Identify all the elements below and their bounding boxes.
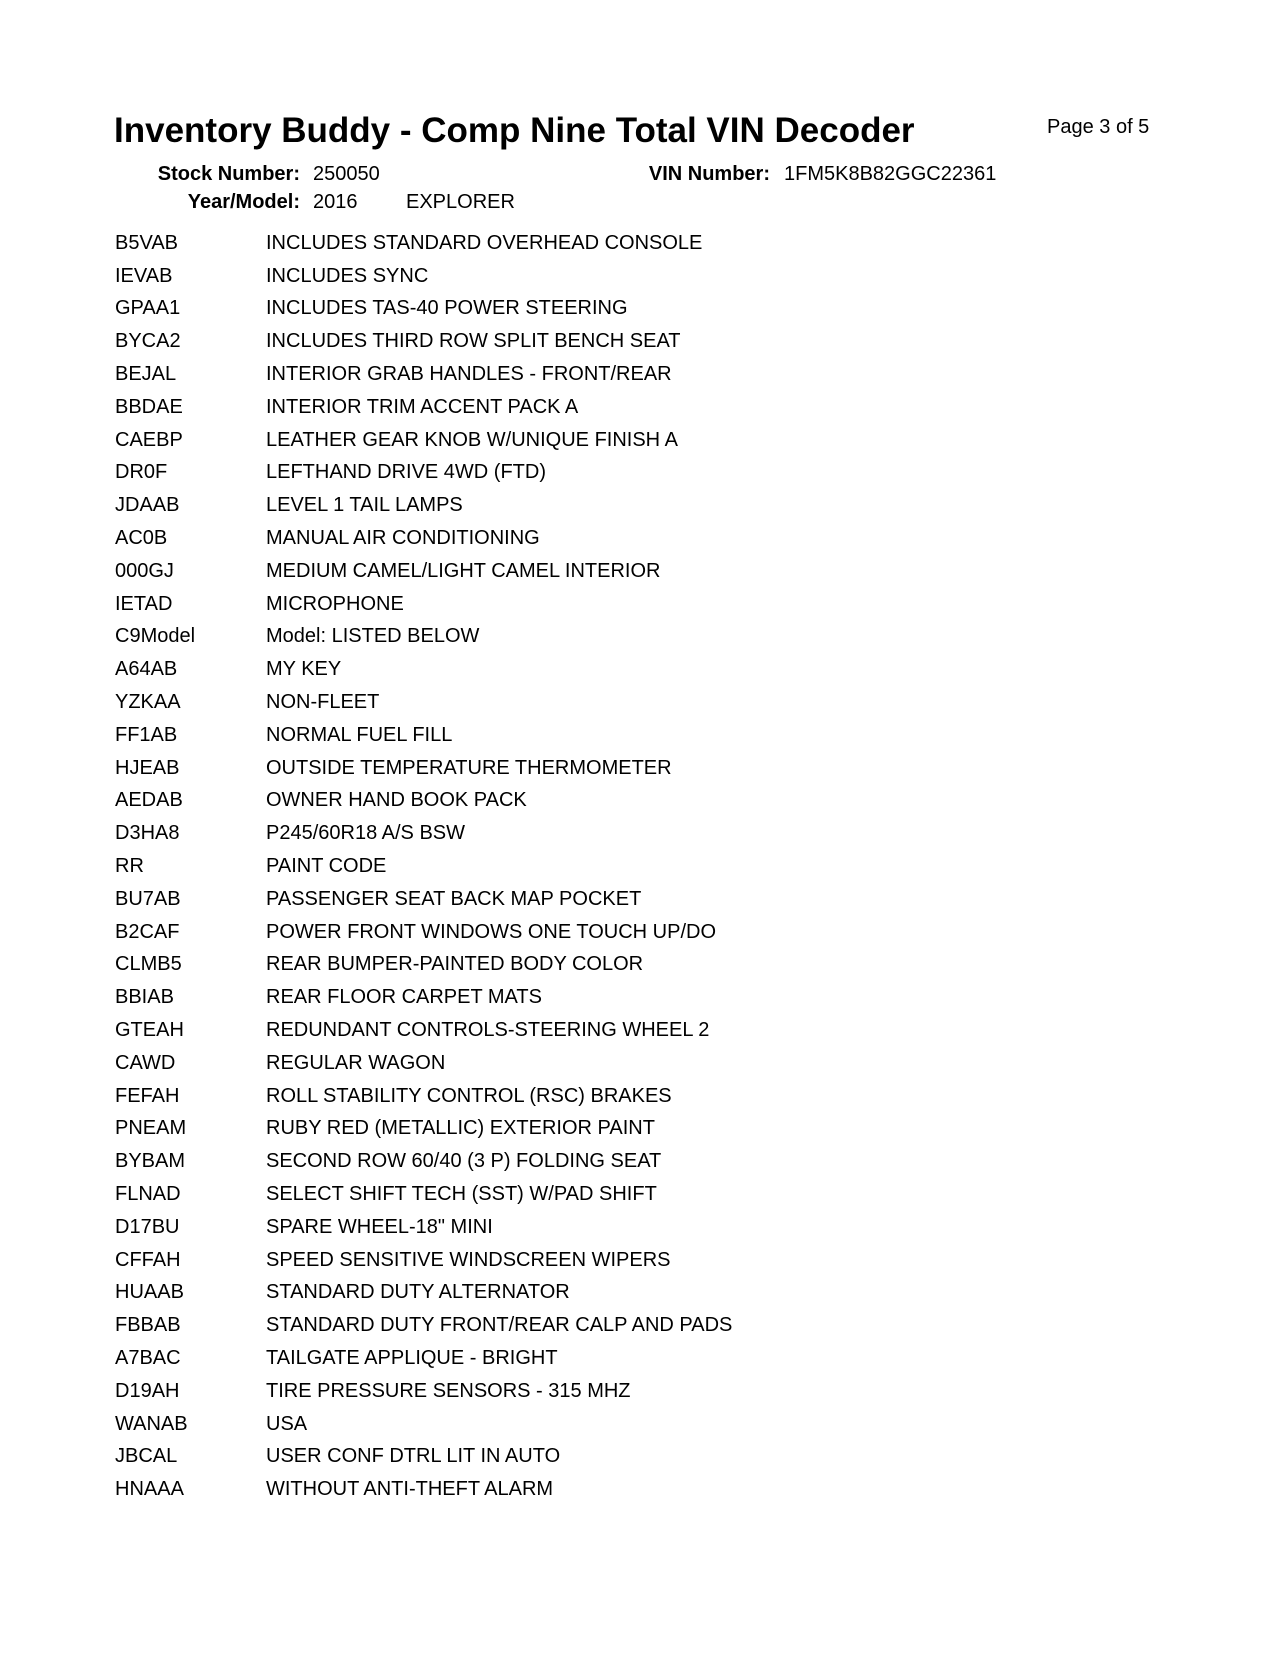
option-row bbox=[115, 358, 1115, 391]
option-code: CAWD bbox=[115, 1051, 176, 1074]
option-code: AEDAB bbox=[115, 789, 183, 812]
option-description: ROLL STABILITY CONTROL (RSC) BRAKES bbox=[266, 1084, 672, 1107]
option-row bbox=[115, 883, 1115, 916]
option-description: WITHOUT ANTI-THEFT ALARM bbox=[266, 1478, 554, 1501]
option-row bbox=[115, 1375, 1115, 1408]
option-description: INCLUDES THIRD ROW SPLIT BENCH SEAT bbox=[266, 330, 681, 353]
option-code: HJEAB bbox=[115, 756, 180, 779]
option-description: INCLUDES TAS-40 POWER STEERING bbox=[266, 297, 628, 320]
option-row bbox=[115, 1211, 1115, 1244]
vin-number-label: VIN Number: bbox=[648, 163, 770, 185]
option-code: FBBAB bbox=[115, 1314, 181, 1337]
option-description: REAR BUMPER-PAINTED BODY COLOR bbox=[266, 953, 644, 976]
option-code: JDAAB bbox=[115, 494, 180, 517]
option-row bbox=[115, 227, 1115, 260]
option-row bbox=[115, 1178, 1115, 1211]
option-code: RR bbox=[115, 855, 144, 878]
option-code: AC0B bbox=[115, 527, 168, 550]
option-code: GPAA1 bbox=[115, 297, 181, 320]
option-description: RUBY RED (METALLIC) EXTERIOR PAINT bbox=[266, 1117, 655, 1140]
option-description: NORMAL FUEL FILL bbox=[266, 723, 453, 746]
option-code: GTEAH bbox=[115, 1019, 184, 1042]
option-description: REDUNDANT CONTROLS-STEERING WHEEL 2 bbox=[266, 1019, 710, 1042]
option-code: JBCAL bbox=[115, 1445, 178, 1468]
option-row bbox=[115, 391, 1115, 424]
option-description: LEVEL 1 TAIL LAMPS bbox=[266, 494, 463, 517]
option-code: BYBAM bbox=[115, 1150, 186, 1173]
page-number: Page 3 of 5 bbox=[1047, 116, 1150, 138]
option-description: INTERIOR TRIM ACCENT PACK A bbox=[266, 395, 579, 418]
option-description: SPARE WHEEL-18" MINI bbox=[266, 1215, 493, 1238]
option-code: A64AB bbox=[115, 658, 178, 681]
option-row bbox=[115, 1244, 1115, 1277]
option-row bbox=[115, 325, 1115, 358]
option-description: STANDARD DUTY FRONT/REAR CALP AND PADS bbox=[266, 1314, 733, 1337]
option-description: P245/60R18 A/S BSW bbox=[266, 822, 466, 845]
option-row bbox=[115, 1080, 1115, 1113]
option-description: OUTSIDE TEMPERATURE THERMOMETER bbox=[266, 756, 672, 779]
year-model-label: Year/Model: bbox=[187, 191, 300, 213]
option-code: D17BU bbox=[115, 1215, 180, 1238]
option-code: FEFAH bbox=[115, 1084, 180, 1107]
option-row bbox=[115, 1473, 1115, 1506]
option-row bbox=[115, 621, 1115, 654]
option-description: PAINT CODE bbox=[266, 855, 387, 878]
option-code: CFFAH bbox=[115, 1248, 181, 1271]
option-code: IETAD bbox=[115, 592, 173, 615]
option-description: TIRE PRESSURE SENSORS - 315 MHZ bbox=[266, 1379, 631, 1402]
option-description: MICROPHONE bbox=[266, 592, 404, 615]
option-row bbox=[115, 785, 1115, 818]
option-description: SPEED SENSITIVE WINDSCREEN WIPERS bbox=[266, 1248, 671, 1271]
option-code: D3HA8 bbox=[115, 822, 180, 845]
option-code: WANAB bbox=[115, 1412, 188, 1435]
option-description: USA bbox=[266, 1412, 308, 1435]
option-row bbox=[115, 457, 1115, 490]
option-code: HNAAA bbox=[115, 1478, 184, 1501]
option-code: D19AH bbox=[115, 1379, 180, 1402]
option-row bbox=[115, 1342, 1115, 1375]
option-description: PASSENGER SEAT BACK MAP POCKET bbox=[266, 887, 642, 910]
option-description: SELECT SHIFT TECH (SST) W/PAD SHIFT bbox=[266, 1183, 657, 1205]
option-code: FF1AB bbox=[115, 723, 178, 746]
option-code: B2CAF bbox=[115, 920, 180, 943]
option-description: REAR FLOOR CARPET MATS bbox=[266, 986, 542, 1009]
option-description: OWNER HAND BOOK PACK bbox=[266, 789, 527, 812]
option-row bbox=[115, 686, 1115, 719]
option-description: TAILGATE APPLIQUE - BRIGHT bbox=[266, 1346, 558, 1369]
option-row bbox=[115, 1014, 1115, 1047]
option-description: INCLUDES STANDARD OVERHEAD CONSOLE bbox=[266, 231, 703, 254]
option-row bbox=[115, 588, 1115, 621]
option-row bbox=[115, 850, 1115, 883]
option-row bbox=[115, 522, 1115, 555]
option-code: FLNAD bbox=[115, 1183, 181, 1205]
option-code: A7BAC bbox=[115, 1346, 181, 1369]
option-row bbox=[115, 1408, 1115, 1441]
option-row bbox=[115, 260, 1115, 293]
option-row bbox=[115, 293, 1115, 326]
option-row bbox=[115, 817, 1115, 850]
option-row bbox=[115, 489, 1115, 522]
option-row bbox=[115, 1309, 1115, 1342]
option-code: IEVAB bbox=[115, 264, 173, 287]
option-description: POWER FRONT WINDOWS ONE TOUCH UP/DO bbox=[266, 920, 717, 943]
stock-number-value: 250050 bbox=[313, 163, 380, 185]
option-code: BU7AB bbox=[115, 887, 181, 910]
option-description: INTERIOR GRAB HANDLES - FRONT/REAR bbox=[266, 363, 672, 386]
option-description: INCLUDES SYNC bbox=[266, 264, 429, 287]
option-code: BYCA2 bbox=[115, 330, 181, 353]
option-row bbox=[115, 424, 1115, 457]
option-description: USER CONF DTRL LIT IN AUTO bbox=[266, 1445, 561, 1468]
option-row bbox=[115, 1277, 1115, 1310]
option-description: SECOND ROW 60/40 (3 P) FOLDING SEAT bbox=[266, 1150, 662, 1173]
option-description: MEDIUM CAMEL/LIGHT CAMEL INTERIOR bbox=[266, 559, 661, 582]
option-row bbox=[115, 1047, 1115, 1080]
document-title: Inventory Buddy - Comp Nine Total VIN Decoder bbox=[114, 111, 915, 150]
option-code: C9Model bbox=[115, 625, 196, 648]
model-value: EXPLORER bbox=[406, 191, 515, 213]
option-row bbox=[115, 719, 1115, 752]
option-description: REGULAR WAGON bbox=[266, 1051, 446, 1074]
option-code: DR0F bbox=[115, 461, 168, 484]
option-code-list bbox=[115, 227, 1115, 1506]
option-code: CAEBP bbox=[115, 428, 183, 451]
option-description: MY KEY bbox=[266, 658, 342, 681]
option-row bbox=[115, 981, 1115, 1014]
option-code: B5VAB bbox=[115, 231, 178, 254]
option-code: YZKAA bbox=[115, 691, 181, 714]
option-code: BBDAE bbox=[115, 395, 183, 418]
option-description: STANDARD DUTY ALTERNATOR bbox=[266, 1281, 570, 1304]
option-row bbox=[115, 752, 1115, 785]
option-code: PNEAM bbox=[115, 1117, 187, 1140]
option-row bbox=[115, 653, 1115, 686]
option-row bbox=[115, 1145, 1115, 1178]
option-description: LEFTHAND DRIVE 4WD (FTD) bbox=[266, 461, 546, 484]
option-description: LEATHER GEAR KNOB W/UNIQUE FINISH A bbox=[266, 428, 678, 451]
option-code: 000GJ bbox=[115, 559, 174, 582]
option-description: NON-FLEET bbox=[266, 691, 380, 714]
option-row bbox=[115, 1113, 1115, 1146]
option-description: MANUAL AIR CONDITIONING bbox=[266, 527, 540, 550]
option-row bbox=[115, 916, 1115, 949]
option-code: CLMB5 bbox=[115, 953, 182, 976]
year-value: 2016 bbox=[313, 191, 358, 213]
option-row bbox=[115, 555, 1115, 588]
option-row bbox=[115, 949, 1115, 982]
option-description: Model: LISTED BELOW bbox=[266, 625, 480, 648]
vin-number-value: 1FM5K8B82GGC22361 bbox=[784, 163, 997, 185]
option-code: HUAAB bbox=[115, 1281, 184, 1304]
option-row bbox=[115, 1440, 1115, 1473]
option-code: BBIAB bbox=[115, 986, 174, 1009]
option-code: BEJAL bbox=[115, 363, 177, 386]
stock-number-label: Stock Number: bbox=[157, 163, 300, 185]
